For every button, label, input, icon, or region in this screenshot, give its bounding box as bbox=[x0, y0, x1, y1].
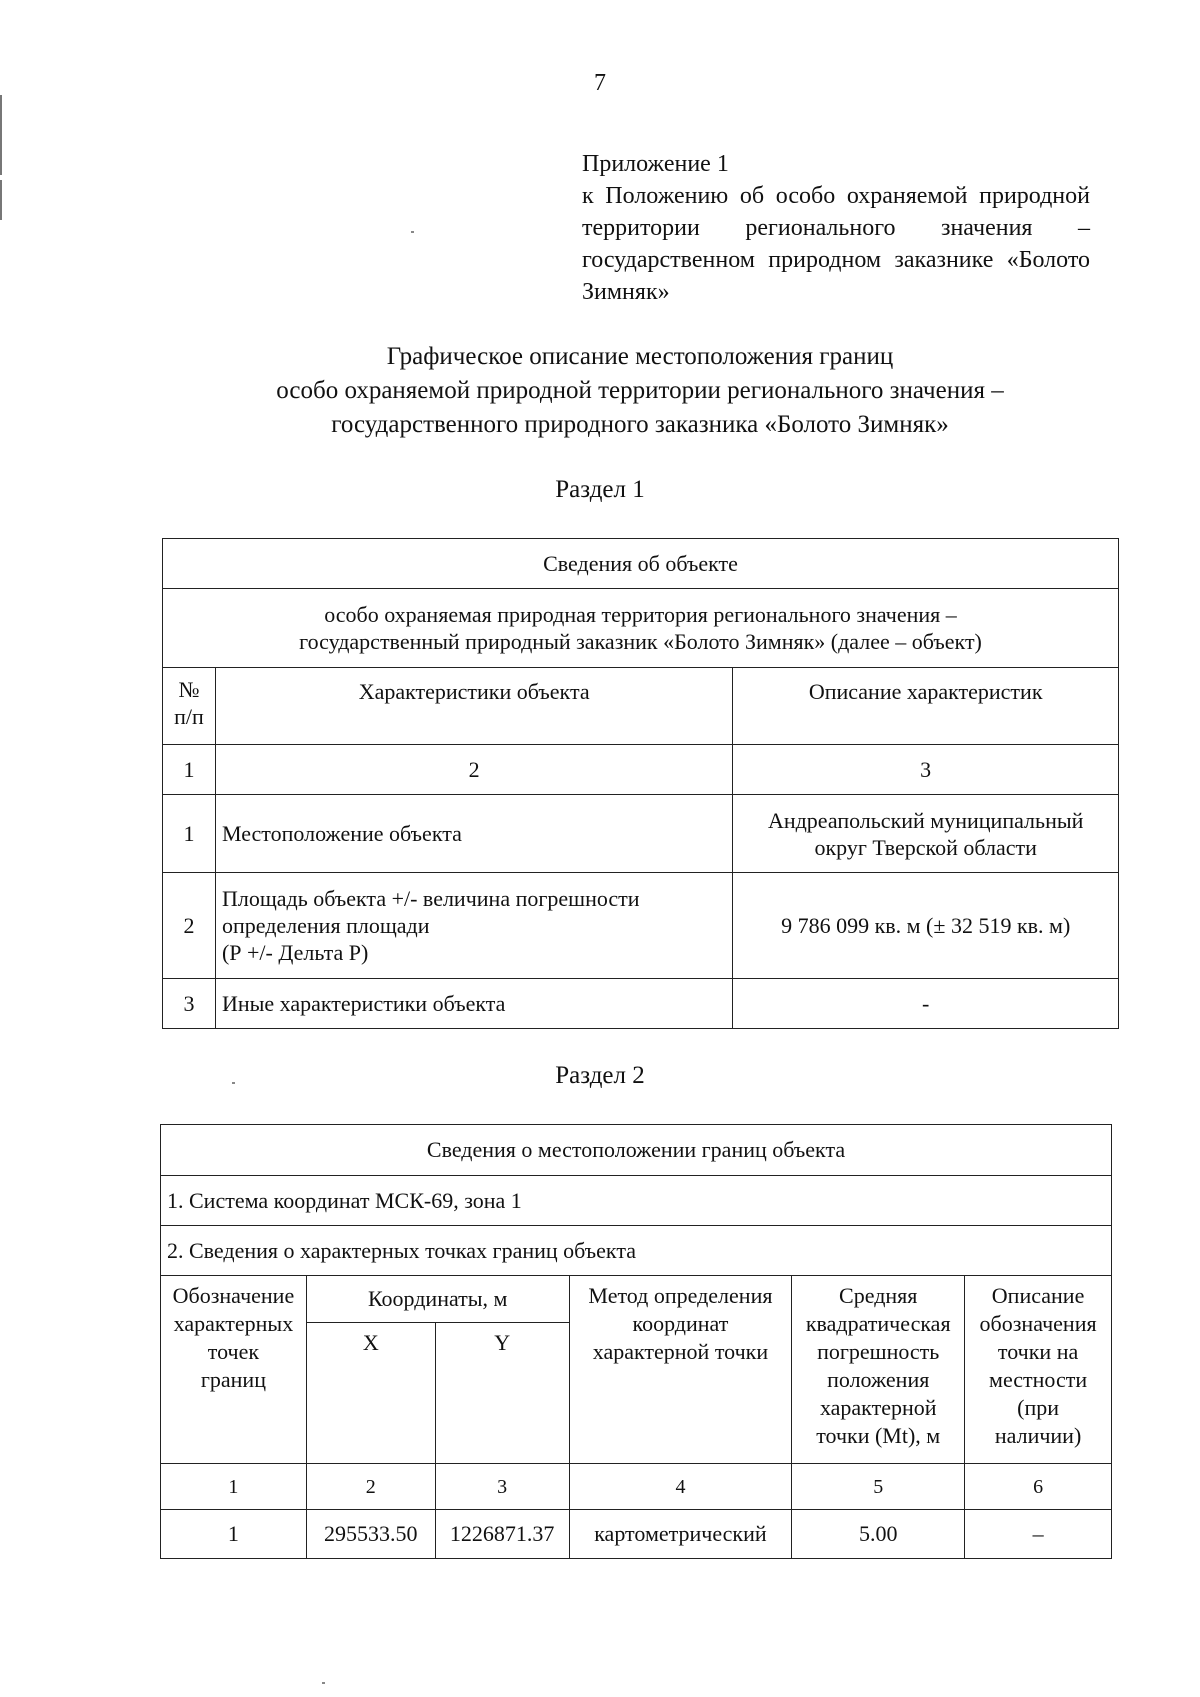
document-title: Графическое описание местоположения границ особо охраняемой природной территории регионального значения – государственного природного заказника «Болото Зимняк» bbox=[276, 343, 1004, 438]
table-row bbox=[163, 795, 1119, 873]
section-1-heading: Раздел 1 bbox=[555, 476, 645, 503]
page-number: 7 bbox=[594, 70, 606, 96]
scan-margin-mark bbox=[0, 180, 2, 220]
table-row bbox=[163, 873, 1119, 979]
column-header-y: Y bbox=[435, 1323, 569, 1464]
column-number: 4 bbox=[569, 1464, 792, 1510]
scan-margin-mark bbox=[0, 95, 2, 175]
section-2-heading: Раздел 2 bbox=[555, 1062, 645, 1089]
row-description: - bbox=[733, 979, 1119, 1029]
column-header-x: X bbox=[306, 1323, 435, 1464]
point-description: – bbox=[965, 1510, 1112, 1559]
column-number: 2 bbox=[306, 1464, 435, 1510]
column-header-description: Описание характеристик bbox=[733, 668, 1119, 745]
point-method: картометрический bbox=[569, 1510, 792, 1559]
point-y: 1226871.37 bbox=[435, 1510, 569, 1559]
object-info-header: Сведения об объекте bbox=[163, 539, 1119, 589]
column-header-method: Метод определения координат характерной точки bbox=[569, 1276, 792, 1464]
column-number: 6 bbox=[965, 1464, 1112, 1510]
row-description: 9 786 099 кв. м (± 32 519 кв. м) bbox=[733, 873, 1119, 979]
column-header-point-description: Описание обозначения точки на местности (при наличии) bbox=[965, 1276, 1112, 1464]
boundary-points-table bbox=[160, 1124, 1112, 1559]
object-name: особо охраняемая природная территория регионального значения – государственный природный заказник «Болото Зимняк» (далее – объект) bbox=[163, 589, 1119, 668]
row-number: 1 bbox=[163, 795, 216, 873]
points-heading: 2. Сведения о характерных точках границ объекта bbox=[161, 1226, 1112, 1276]
column-header-designation: Обозначение характерных точек границ bbox=[161, 1276, 307, 1464]
row-characteristic: Местоположение объекта bbox=[215, 795, 732, 873]
point-x: 295533.50 bbox=[306, 1510, 435, 1559]
table-row bbox=[163, 979, 1119, 1029]
column-number: 3 bbox=[733, 745, 1119, 795]
appendix-heading: Приложение 1 bbox=[582, 151, 729, 177]
appendix-text: к Положению об особо охраняемой природной территории регионального значения – государственном природном заказнике «Болото Зимняк» bbox=[582, 183, 1090, 305]
row-description: Андреапольский муниципальный округ Тверской области bbox=[733, 795, 1119, 873]
column-header-number: № п/п bbox=[163, 668, 216, 745]
row-number: 3 bbox=[163, 979, 216, 1029]
coordinate-system: 1. Система координат МСК-69, зона 1 bbox=[161, 1176, 1112, 1226]
row-characteristic: Площадь объекта +/- величина погрешности определения площади (Р +/- Дельта Р) bbox=[215, 873, 732, 979]
point-number: 1 bbox=[161, 1510, 307, 1559]
column-header-characteristic: Характеристики объекта bbox=[215, 668, 732, 745]
row-number: 2 bbox=[163, 873, 216, 979]
column-header-error: Средняя квадратическая погрешность положения характерной точки (Mt), м bbox=[792, 1276, 965, 1464]
column-number: 2 bbox=[215, 745, 732, 795]
scan-speck bbox=[322, 1682, 325, 1684]
column-number: 5 bbox=[792, 1464, 965, 1510]
row-characteristic: Иные характеристики объекта bbox=[215, 979, 732, 1029]
appendix-block bbox=[582, 148, 1090, 308]
table-row bbox=[161, 1510, 1112, 1559]
column-number: 1 bbox=[163, 745, 216, 795]
column-header-coordinates: Координаты, м bbox=[306, 1276, 569, 1323]
point-error: 5.00 bbox=[792, 1510, 965, 1559]
column-number: 3 bbox=[435, 1464, 569, 1510]
object-info-table bbox=[162, 538, 1119, 1029]
boundary-header: Сведения о местоположении границ объекта bbox=[161, 1125, 1112, 1176]
scan-speck bbox=[411, 231, 414, 233]
column-number: 1 bbox=[161, 1464, 307, 1510]
